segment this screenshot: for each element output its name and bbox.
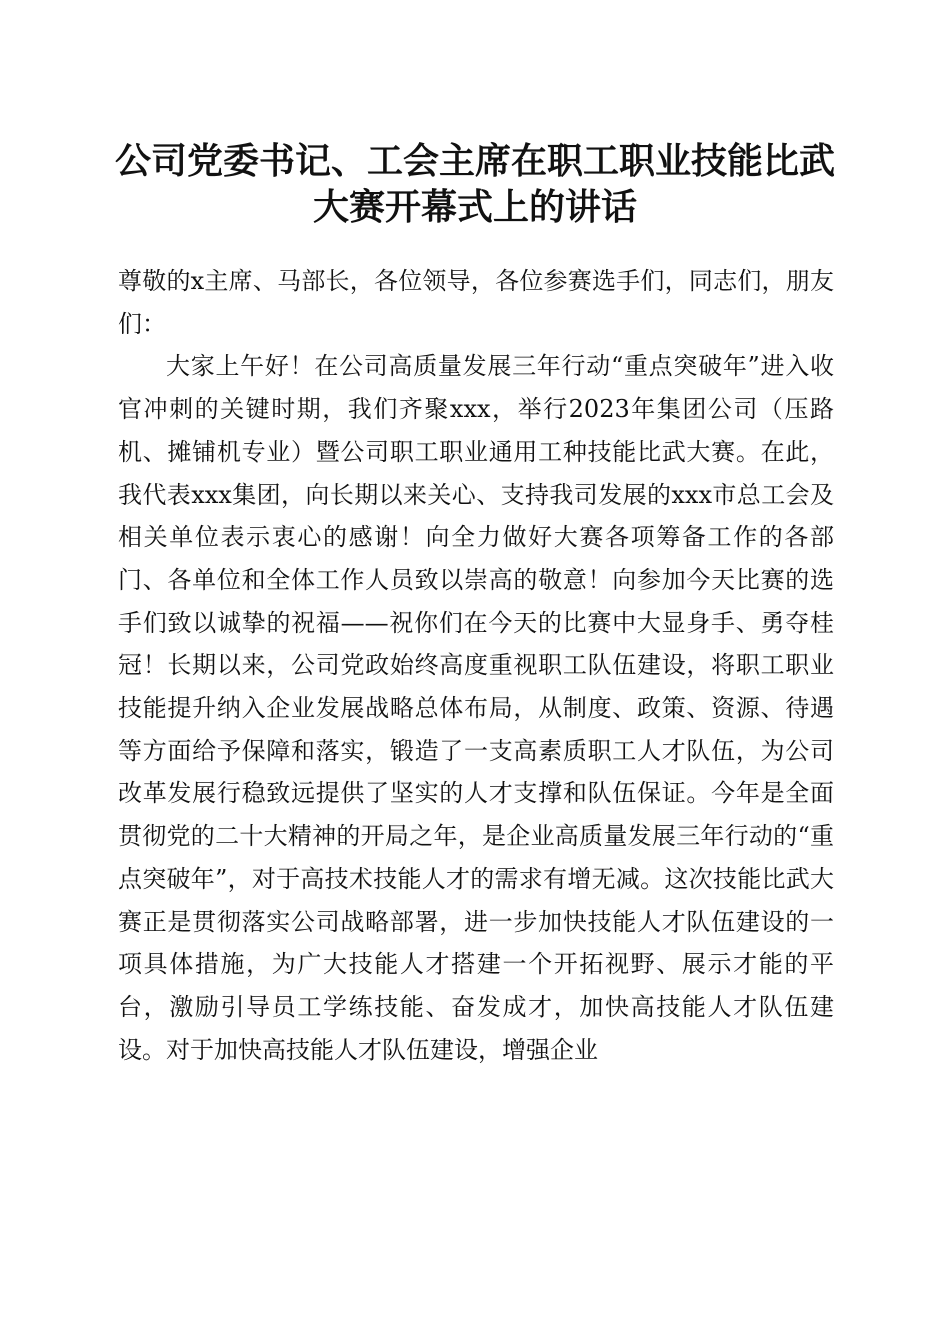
paragraph-1: 大家上午好！在公司高质量发展三年行动“重点突破年”进入收官冲刺的关键时期，我们齐聚xxx，举行2023年集团公司（压路机、摊铺机专业）暨公司职工职业通用工种技能比武大赛。在此，我代表xxx集团，向长期以来关心、支持我司发展的xxx市总工会及相关单位表示衷心的感谢！向全力做好大赛各项筹备工作的各部门、各单位和全体工作人员致以崇高的敬意！向参加今天比赛的选手们致以诚挚的祝福——祝你们在今天的比赛中大显身手、勇夺桂冠！长期以来，公司党政始终高度重视职工队伍建设，将职工职业技能提升纳入企业发展战略总体布局，从制度、政策、资源、待遇等方面给予保障和落实，锻造了一支高素质职工人才队伍，为公司改革发展行稳致远提供了坚实的人才支撑和队伍保证。今年是全面贯彻党的二十大精神的开局之年，是企业高质量发展三年行动的“重点突破年”，对于高技术技能人才的需求有增无减。这次技能比武大赛正是贯彻落实公司战略部署，进一步加快技能人才队伍建设的一项具体措施，为广大技能人才搭建一个开拓视野、展示才能的平台，激励引导员工学练技能、奋发成才，加快高技能人才队伍建设。对于加快高技能人才队伍建设，增强企业 [118, 352, 834, 1064]
document-body [118, 260, 834, 1071]
document-title [100, 138, 850, 230]
title-line-2: 大赛开幕式上的讲话 [312, 186, 637, 228]
title-line-1: 公司党委书记、工会主席在职工职业技能比武 [114, 140, 835, 182]
salutation: 尊敬的x主席、马部长，各位领导，各位参赛选手们，同志们，朋友们： [118, 267, 834, 338]
